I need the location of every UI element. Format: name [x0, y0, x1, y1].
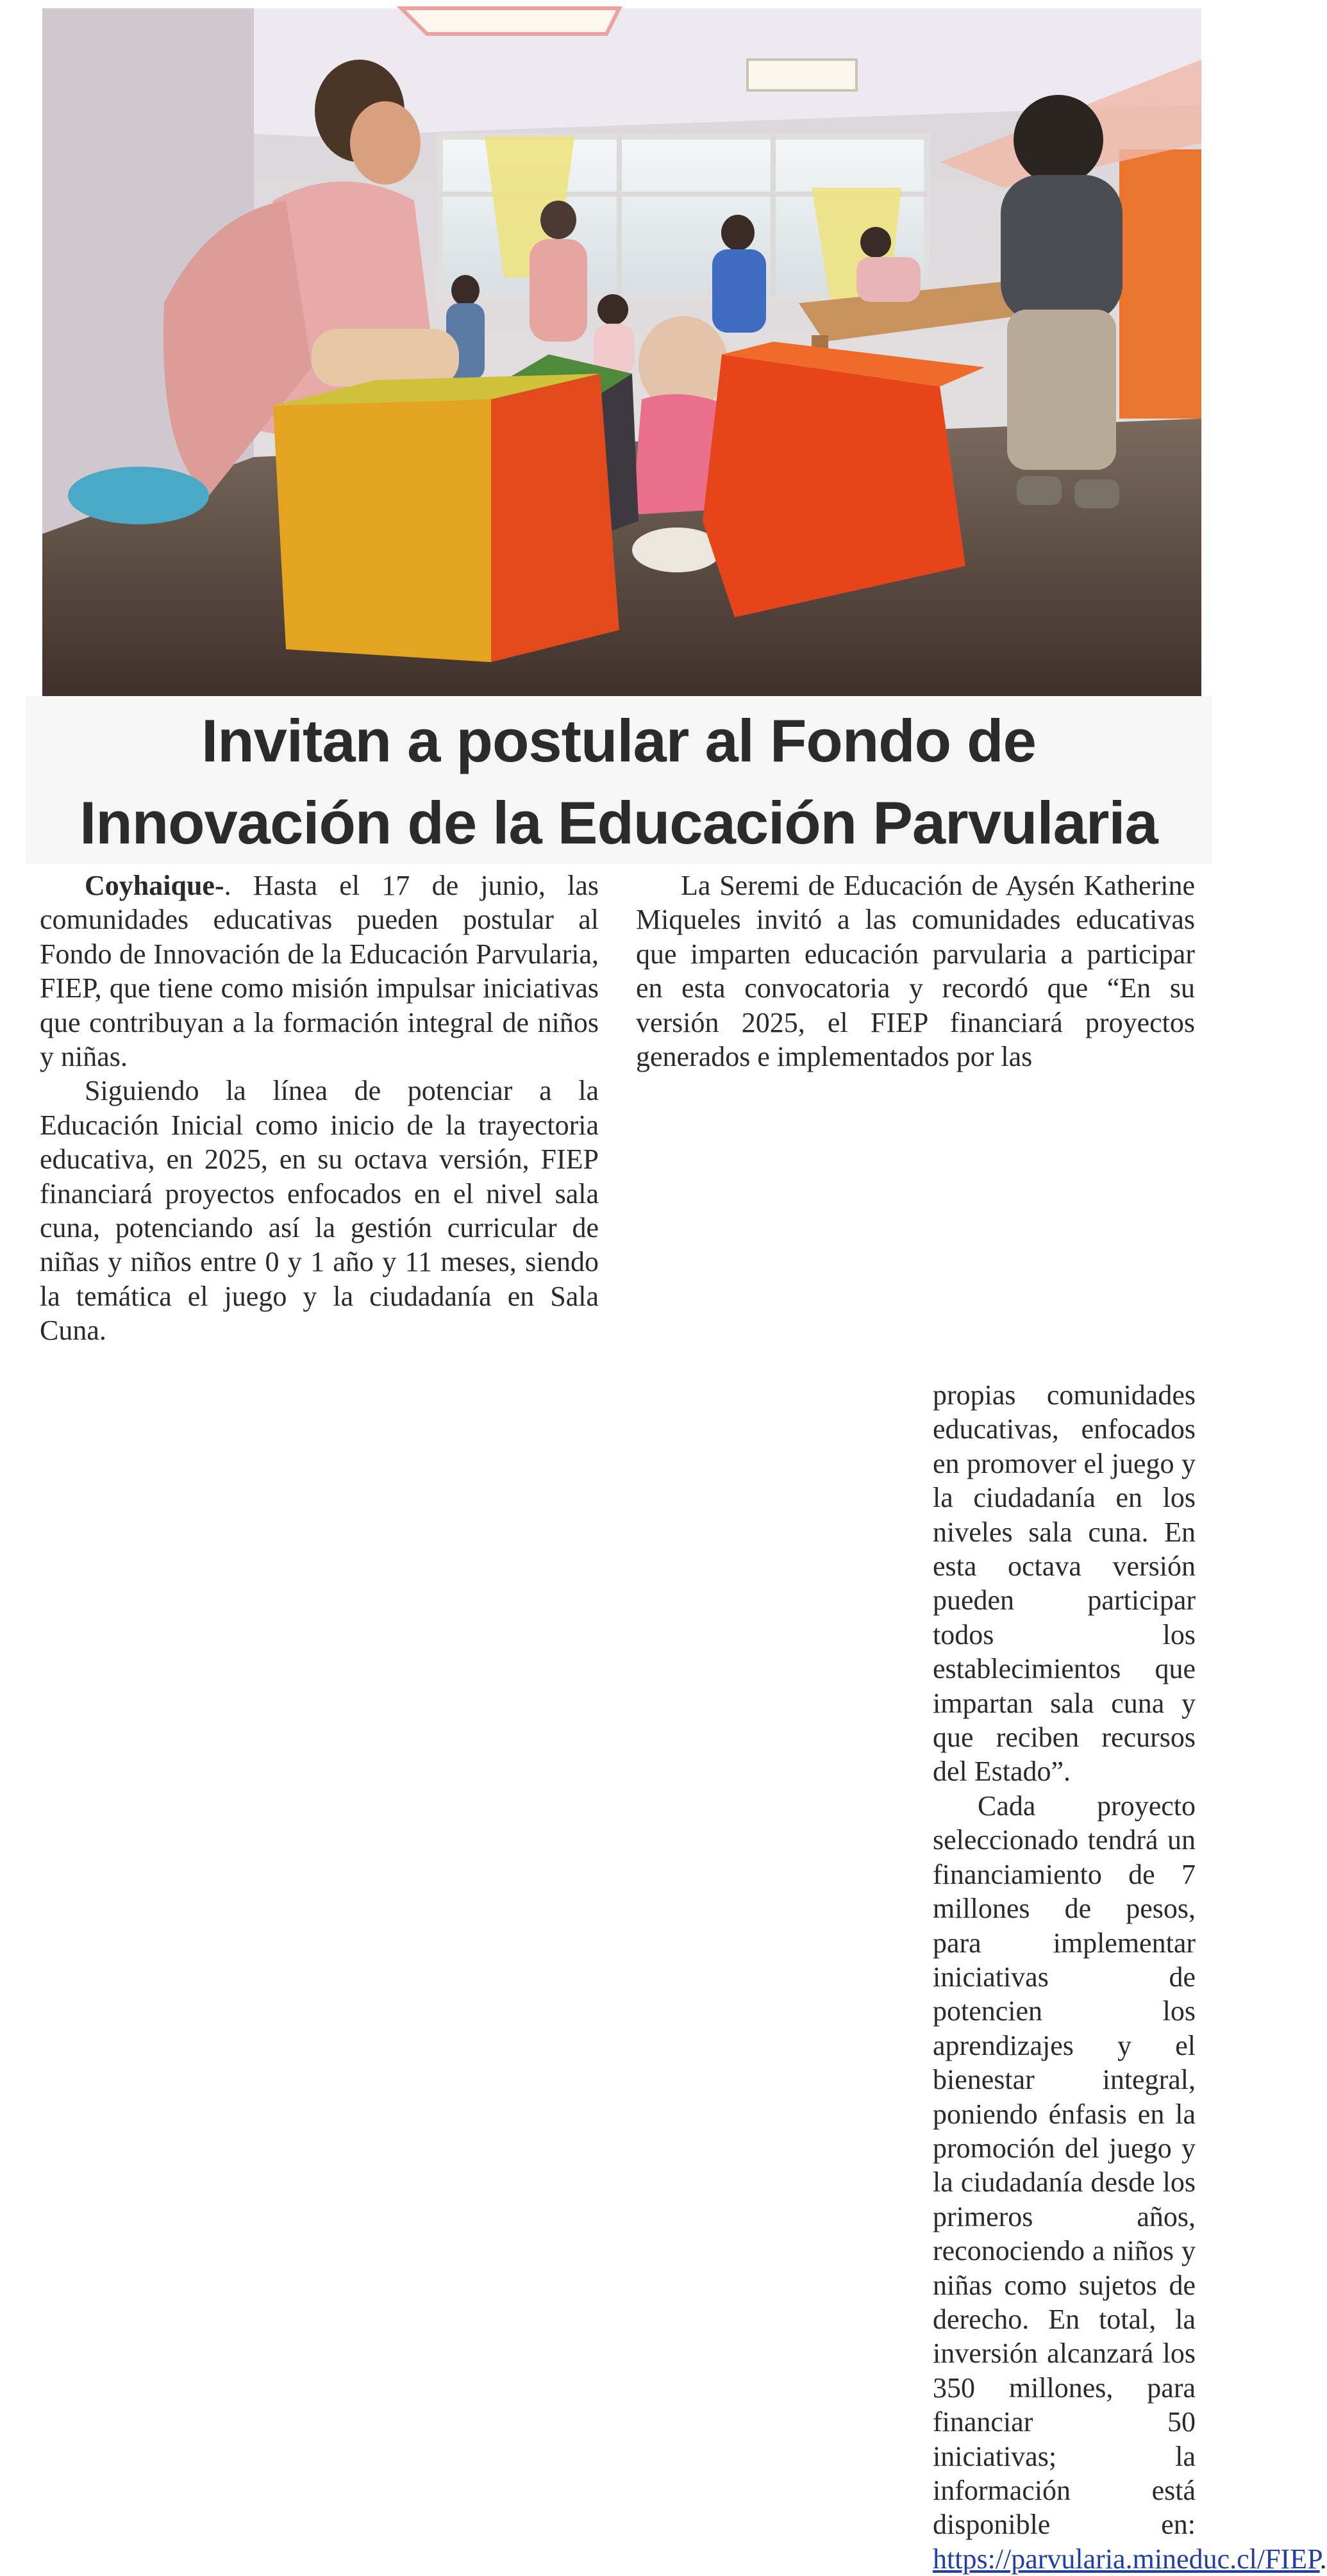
paragraph-4-text: Cada proyecto seleccionado tendrá un financiamiento de 7 millones de pesos, para implementar iniciativas de potencien los aprendizajes y el bienestar integral, poniendo énfasis en la promoción del juego y la ciudadanía desde los primeros años, reconociendo a niños y niñas como sujetos de derecho. En total, la inversión alcanzará los 350 millones, para financiar 50 iniciativas; la información está disponible en: [933, 1790, 1196, 2541]
article-photo [42, 8, 1201, 696]
article-column-1 [40, 868, 599, 1348]
paragraph-4-end: . [1319, 2543, 1327, 2575]
paragraph-3: La Seremi de Educación de Aysén Katherine Miqueles invitó a las comunidades educativas que imparten educación parvularia a participar en esta convocatoria y recordó que “En su versión 2025, el FIEP financiará proyectos generados e implementados por las [636, 870, 1195, 1073]
article-column-2 [636, 868, 1195, 1074]
headline-line-1: Invitan a postular al Fondo de [201, 707, 1036, 774]
paragraph-1-text: . Hasta el 17 de junio, las comunidades educativas pueden postular al Fondo de Innovación de la Educación Parvularia, FIEP, que tiene como misión impulsar iniciativas que contribuyan a la formación integral de niños y niñas. [40, 870, 599, 1073]
paragraph-3-continued: propias comunidades educativas, enfocados en promover el juego y la ciudadanía en los niveles sala cuna. En esta octava versión pueden participar todos los establecimientos que impartan sala cuna y que reciben recursos del Estado”. [933, 1379, 1196, 1788]
article-headline [26, 700, 1212, 864]
article-column-3 [933, 1378, 1327, 2576]
paragraph-1 [40, 868, 599, 1074]
paragraph-2: Siguiendo la línea de potenciar a la Educación Inicial como inicio de la trayectoria educativa, en 2025, en su octava versión, FIEP financiará proyectos enfocados en el nivel sala cuna, potenciando así la gestión curricular de niñas y niños entre 0 y 1 año y 11 meses, siendo la temática el juego y la ciudadanía en Sala Cuna. [40, 1075, 599, 1347]
dateline: Coyhaique- [85, 870, 224, 901]
headline-line-2: Innovación de la Educación Parvularia [79, 789, 1158, 856]
classroom-illustration [42, 8, 1201, 696]
paragraph-4 [933, 1789, 1327, 2576]
fiep-link[interactable]: https://parvularia.mineduc.cl/FIEP [933, 2543, 1320, 2575]
